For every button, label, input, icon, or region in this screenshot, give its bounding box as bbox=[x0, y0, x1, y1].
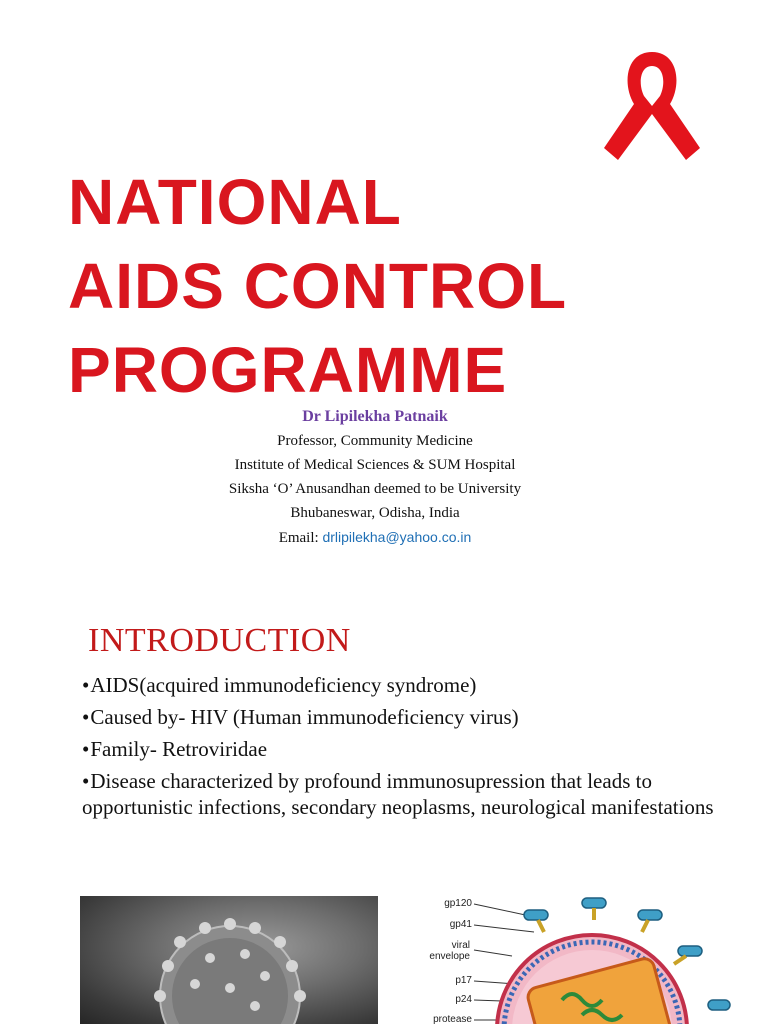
email-label: Email: bbox=[278, 530, 319, 546]
diagram-label-gp120: gp120 bbox=[444, 898, 472, 909]
author-institute: Institute of Medical Sciences & SUM Hospital bbox=[234, 457, 516, 473]
introduction-bullets bbox=[82, 672, 722, 826]
author-email-line bbox=[160, 525, 590, 550]
virus-micrograph-image bbox=[80, 896, 378, 1024]
page-title bbox=[68, 160, 567, 412]
diagram-label-p17: p17 bbox=[455, 975, 472, 986]
diagram-label-p24: p24 bbox=[455, 994, 472, 1005]
introduction-heading: INTRODUCTION bbox=[88, 622, 351, 659]
author-location: Bhubaneswar, Odisha, India bbox=[290, 505, 460, 521]
hiv-diagram-graphic bbox=[412, 890, 742, 1024]
diagram-label-viral-envelope: viral envelope bbox=[429, 940, 470, 962]
title-line-3: PROGRAMME bbox=[68, 334, 508, 406]
author-university: Siksha ‘O’ Anusandhan deemed to be University bbox=[228, 481, 522, 497]
author-block bbox=[160, 405, 590, 550]
bullet-item: • Disease characterized by profound immunosupression that leads to opportunistic infections, secondary neoplasms, neurological manifestations bbox=[82, 768, 722, 820]
author-position: Professor, Community Medicine bbox=[277, 433, 473, 449]
diagram-label-gp41: gp41 bbox=[449, 919, 472, 930]
email-link[interactable]: drlipilekha@yahoo.co.in bbox=[322, 529, 472, 545]
hiv-structure-diagram bbox=[412, 890, 742, 1024]
red-ribbon-icon bbox=[596, 44, 708, 172]
author-name: Dr Lipilekha Patnaik bbox=[302, 408, 448, 425]
bullet-item: • Caused by- HIV (Human immunodeficiency virus) bbox=[82, 704, 722, 730]
diagram-label-protease: protease bbox=[433, 1014, 472, 1025]
bullet-item: • AIDS(acquired immunodeficiency syndrome) bbox=[82, 672, 722, 698]
bullet-item: • Family- Retroviridae bbox=[82, 736, 722, 762]
title-line-2: AIDS CONTROL bbox=[68, 250, 568, 322]
title-line-1: NATIONAL bbox=[68, 166, 402, 238]
